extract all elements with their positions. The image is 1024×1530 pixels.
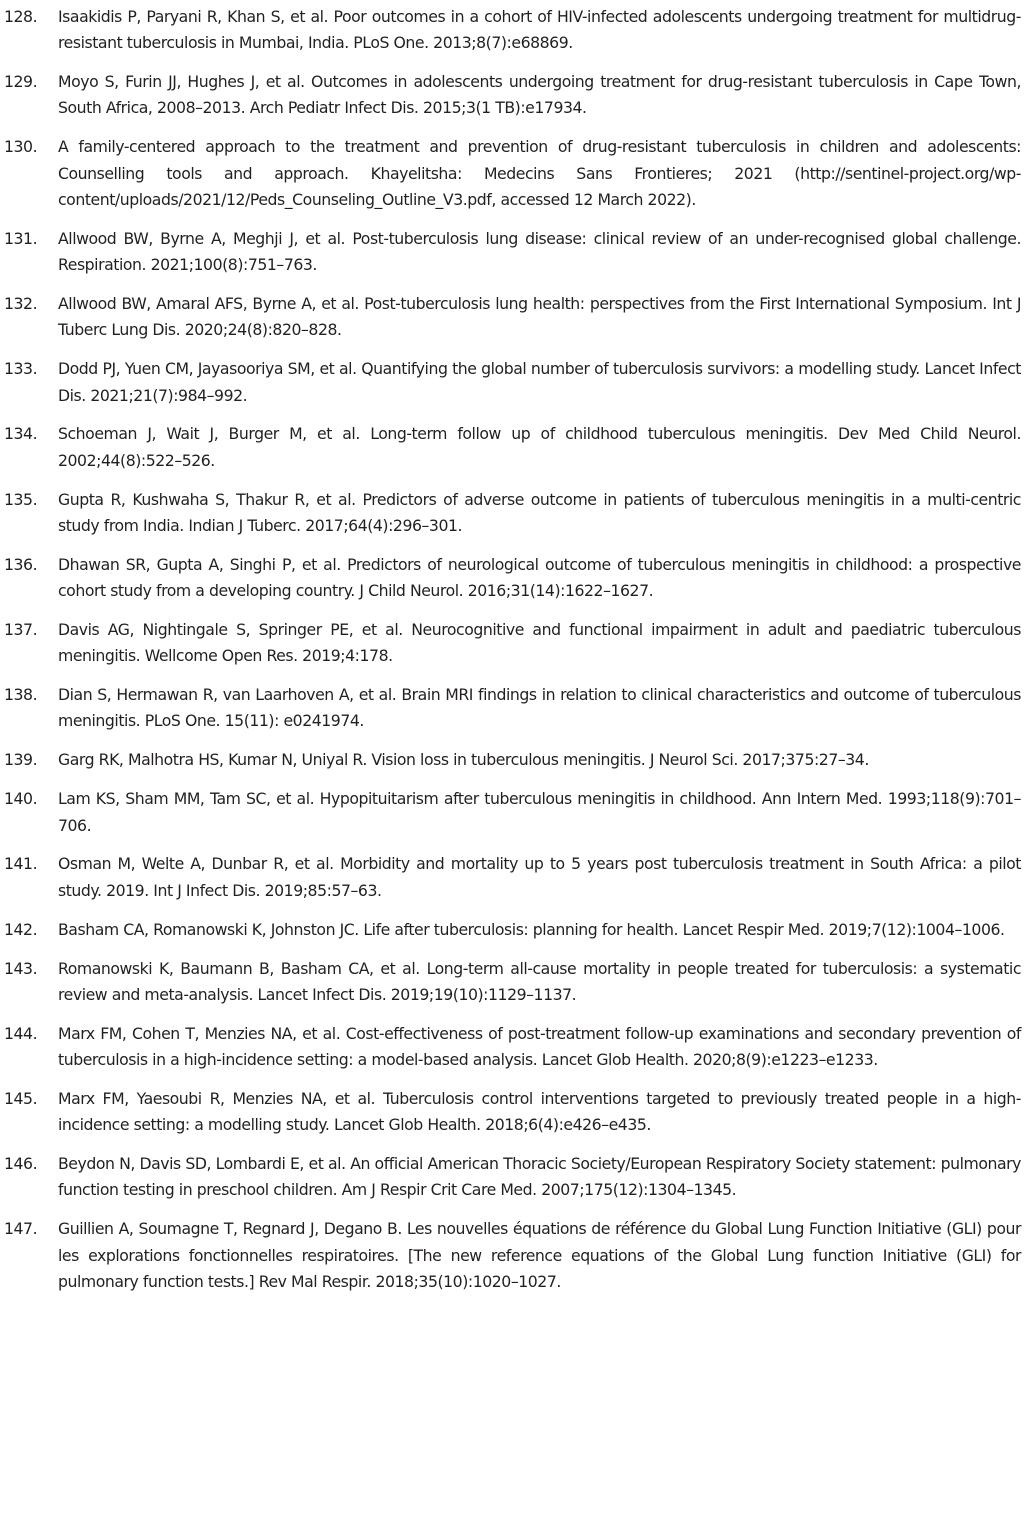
reference-text: Dian S, Hermawan R, van Laarhoven A, et al. Brain MRI findings in relation to clinical characteristics and outcome of tuberculous meningitis. PLoS One. 15(11): e0241974. <box>58 685 1021 731</box>
reference-number: 135. <box>4 489 38 509</box>
reference-number: 134. <box>4 424 38 444</box>
reference-item <box>4 552 1021 605</box>
reference-number: 136. <box>4 554 38 574</box>
reference-item <box>4 487 1021 540</box>
reference-number: 144. <box>4 1023 38 1043</box>
reference-number: 130. <box>4 137 38 157</box>
reference-number: 138. <box>4 685 38 705</box>
reference-number: 141. <box>4 854 38 874</box>
reference-text: Schoeman J, Wait J, Burger M, et al. Long-term follow up of childhood tuberculous meningitis. Dev Med Child Neurol. 2002;44(8):522–526. <box>58 424 1021 470</box>
reference-text: Guillien A, Soumagne T, Regnard J, Degano B. Les nouvelles équations de référence du Global Lung Function Initiative (GLI) pour les explorations fonctionnelles respiratoires. [The new reference equations of the Global Lung function Initiative (GLI) for pulmonary function tests.] Rev Mal Respir. 2018;35(10):1020–1027. <box>58 1219 1021 1291</box>
reference-item <box>4 69 1021 122</box>
reference-text: Osman M, Welte A, Dunbar R, et al. Morbidity and mortality up to 5 years post tuberculosis treatment in South Africa: a pilot study. 2019. Int J Infect Dis. 2019;85:57–63. <box>58 854 1021 900</box>
reference-number: 146. <box>4 1154 38 1174</box>
reference-item <box>4 291 1021 344</box>
reference-list <box>4 4 1021 1295</box>
reference-item <box>4 1151 1021 1204</box>
reference-number: 128. <box>4 7 38 26</box>
reference-text: Isaakidis P, Paryani R, Khan S, et al. Poor outcomes in a cohort of HIV-infected adolescents undergoing treatment for multidrug-resistant tuberculosis in Mumbai, India. PLoS One. 2013;8(7):e68869. <box>58 7 1021 53</box>
reference-text: Lam KS, Sham MM, Tam SC, et al. Hypopituitarism after tuberculous meningitis in childhood. Ann Intern Med. 1993;118(9):701–706. <box>58 789 1021 835</box>
reference-item <box>4 421 1021 474</box>
reference-text: Beydon N, Davis SD, Lombardi E, et al. An official American Thoracic Society/European Respiratory Society statement: pulmonary function testing in preschool children. Am J Respir Crit Care Med. 2007;175(12):1304–1345. <box>58 1154 1021 1200</box>
reference-item <box>4 4 1021 57</box>
reference-number: 139. <box>4 750 38 770</box>
reference-item <box>4 226 1021 279</box>
reference-number: 133. <box>4 359 38 379</box>
reference-item <box>4 917 1021 943</box>
reference-text: Allwood BW, Byrne A, Meghji J, et al. Post-tuberculosis lung disease: clinical review of an under-recognised global challenge. Respiration. 2021;100(8):751–763. <box>58 228 1021 275</box>
reference-item <box>4 851 1021 904</box>
reference-text: Marx FM, Yaesoubi R, Menzies NA, et al. Tuberculosis control interventions targeted to previously treated people in a high-incidence setting: a modelling study. Lancet Glob Health. 2018;6(4):e426–e435. <box>58 1088 1021 1135</box>
reference-text: Moyo S, Furin JJ, Hughes J, et al. Outcomes in adolescents undergoing treatment for drug-resistant tuberculosis in Cape Town, South Africa, 2008–2013. Arch Pediatr Infect Dis. 2015;3(1 TB):e17934. <box>58 72 1021 118</box>
reference-item <box>4 682 1021 735</box>
reference-text: Marx FM, Cohen T, Menzies NA, et al. Cost-effectiveness of post-treatment follow-up examinations and secondary prevention of tuberculosis in a high-incidence setting: a model-based analysis. Lancet Glob Health. 2020;8(9):e1223–e1233. <box>58 1023 1021 1069</box>
reference-item <box>4 1216 1021 1295</box>
reference-text: Allwood BW, Amaral AFS, Byrne A, et al. Post-tuberculosis lung health: perspectives from the First International Symposium. Int J Tuberc Lung Dis. 2020;24(8):820–828. <box>58 294 1021 340</box>
reference-item <box>4 786 1021 839</box>
reference-number: 143. <box>4 958 38 978</box>
reference-item <box>4 747 1021 773</box>
reference-item <box>4 356 1021 409</box>
reference-text: Gupta R, Kushwaha S, Thakur R, et al. Predictors of adverse outcome in patients of tuberculous meningitis in a multi-centric study from India. Indian J Tuberc. 2017;64(4):296–301. <box>58 489 1021 535</box>
reference-item <box>4 134 1021 213</box>
reference-item <box>4 617 1021 670</box>
reference-number: 140. <box>4 789 38 809</box>
reference-text: Dodd PJ, Yuen CM, Jayasooriya SM, et al. Quantifying the global number of tuberculosis survivors: a modelling study. Lancet Infect Dis. 2021;21(7):984–992. <box>58 359 1021 405</box>
reference-number: 147. <box>4 1219 38 1239</box>
reference-item <box>4 1021 1021 1074</box>
reference-number: 145. <box>4 1088 38 1108</box>
reference-number: 131. <box>4 228 38 248</box>
reference-number: 132. <box>4 294 38 314</box>
reference-item <box>4 956 1021 1009</box>
reference-item <box>4 1086 1021 1139</box>
reference-number: 137. <box>4 619 38 639</box>
reference-text: Romanowski K, Baumann B, Basham CA, et al. Long-term all-cause mortality in people treated for tuberculosis: a systematic review and meta-analysis. Lancet Infect Dis. 2019;19(10):1129–1137. <box>58 958 1021 1004</box>
reference-text: Basham CA, Romanowski K, Johnston JC. Life after tuberculosis: planning for health. Lancet Respir Med. 2019;7(12):1004–1006. <box>58 919 1005 939</box>
reference-text: A family-centered approach to the treatment and prevention of drug-resistant tuberculosis in children and adolescents: Counselling tools and approach. Khayelitsha: Medecins Sans Frontieres; 2021 (http://sentinel-project.org/wp-content/uploads/2021/12/Peds_Counseling_Outline_V3.pdf, accessed 12 March 2022). <box>58 137 1021 209</box>
reference-text: Davis AG, Nightingale S, Springer PE, et al. Neurocognitive and functional impairment in adult and paediatric tuberculous meningitis. Wellcome Open Res. 2019;4:178. <box>58 619 1021 666</box>
reference-text: Garg RK, Malhotra HS, Kumar N, Uniyal R. Vision loss in tuberculous meningitis. J Neurol Sci. 2017;375:27–34. <box>58 750 869 770</box>
reference-text: Dhawan SR, Gupta A, Singhi P, et al. Predictors of neurological outcome of tuberculous meningitis in childhood: a prospective cohort study from a developing country. J Child Neurol. 2016;31(14):1622–1627. <box>58 554 1021 601</box>
reference-number: 142. <box>4 919 38 939</box>
reference-number: 129. <box>4 72 38 92</box>
